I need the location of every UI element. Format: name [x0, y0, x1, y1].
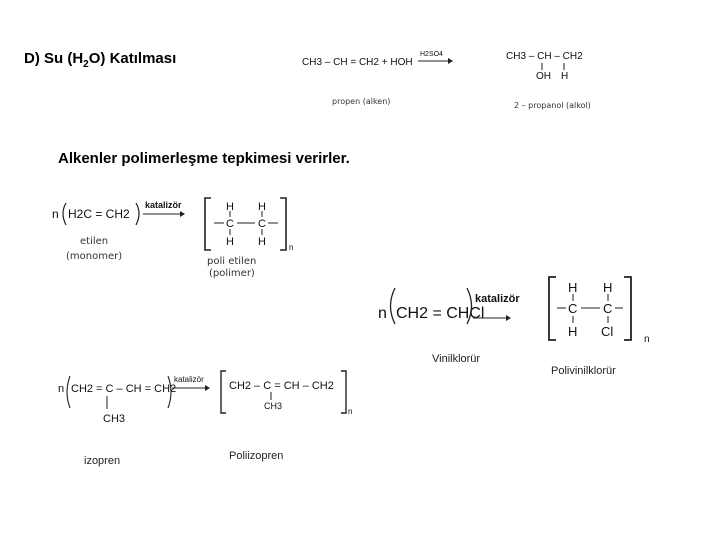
vinyl-chloride-caption: Vinilklorür	[432, 353, 481, 365]
polyisoprene-chain: CH2 – C = CH – CH2	[229, 380, 334, 392]
pe-h2: H	[258, 201, 266, 213]
reactant-name: propen (alken)	[332, 97, 391, 106]
pe-h1: H	[226, 201, 234, 213]
pvc-c1: C	[568, 301, 578, 316]
pe-c2: C	[258, 218, 266, 230]
ethylene-reaction	[52, 198, 293, 279]
pvc-c2: C	[603, 301, 613, 316]
isoprene-reaction	[58, 371, 352, 425]
vinyl-arrowhead	[506, 315, 511, 321]
title-prefix: D) Su (H	[24, 50, 84, 67]
pe-h3: H	[226, 236, 234, 248]
ethylene-arrowhead	[180, 211, 185, 217]
isoprene-caption: izopren	[84, 455, 121, 467]
polyethylene-right-bracket	[280, 198, 286, 250]
pvc-cl: Cl	[601, 324, 614, 339]
vinyl-catalyst: katalizör	[475, 293, 520, 305]
polyisoprene-right-bracket	[341, 371, 346, 413]
pe-h4: H	[258, 236, 266, 248]
hydration-reactant: CH3 – CH = CH2 + HOH	[302, 57, 413, 68]
ethylene-name: etilen	[80, 236, 109, 247]
hydration-arrowhead	[448, 58, 453, 64]
polyethylene-n: n	[289, 243, 294, 252]
ethylene-catalyst: katalizör	[145, 200, 182, 210]
ethylene-open-paren	[63, 203, 66, 225]
vinyl-monomer: CH2 = CHCl	[396, 305, 485, 322]
polyisoprene-n: n	[348, 407, 353, 416]
isoprene-n: n	[58, 383, 65, 395]
vinyl-open-paren	[391, 288, 396, 324]
pvc-h2: H	[603, 280, 613, 295]
hydration-catalyst: H2SO4	[420, 51, 443, 58]
pvc-n: n	[644, 334, 650, 345]
polyisoprene-left-bracket	[221, 371, 226, 413]
vinyl-chloride-reaction	[378, 277, 650, 345]
pvc-left-bracket	[549, 277, 556, 340]
hydration-reaction	[302, 51, 591, 110]
pvc-right-bracket	[624, 277, 631, 340]
title-subscript: 2	[83, 59, 89, 70]
isoprene-catalyst: katalizör	[174, 375, 204, 384]
ethylene-n: n	[52, 207, 59, 221]
product-h: H	[561, 71, 569, 82]
product-name: 2 – propanol (alkol)	[514, 101, 591, 110]
isoprene-methyl: CH3	[103, 413, 126, 425]
pvc-h1: H	[568, 280, 578, 295]
ethylene-monomer: H2C = CH2	[68, 207, 130, 221]
isoprene-open-paren	[67, 376, 70, 408]
product-oh: OH	[536, 71, 551, 82]
hydration-product: CH3 – CH – CH2	[506, 51, 583, 62]
isoprene-monomer: CH2 = C – CH = CH2	[71, 383, 177, 395]
pvc-caption: Polivinilklorür	[551, 365, 616, 377]
vinyl-n: n	[378, 305, 387, 322]
polyethylene-name: poli etilen	[207, 256, 257, 267]
title-suffix: O) Katılması	[88, 50, 177, 67]
isoprene-arrowhead	[205, 385, 210, 391]
ethylene-close-paren	[136, 203, 139, 225]
polyethylene-left-bracket	[205, 198, 211, 250]
polyethylene-polymer-label: (polimer)	[209, 268, 255, 279]
pvc-h3: H	[568, 324, 578, 339]
pe-c1: C	[226, 218, 234, 230]
polymerization-statement: Alkenler polimerleşme tepkimesi verirler.	[58, 150, 350, 167]
polyisoprene-methyl: CH3	[264, 401, 283, 411]
polyisoprene-caption: Poliizopren	[229, 450, 284, 462]
ethylene-monomer-label: (monomer)	[66, 251, 123, 262]
